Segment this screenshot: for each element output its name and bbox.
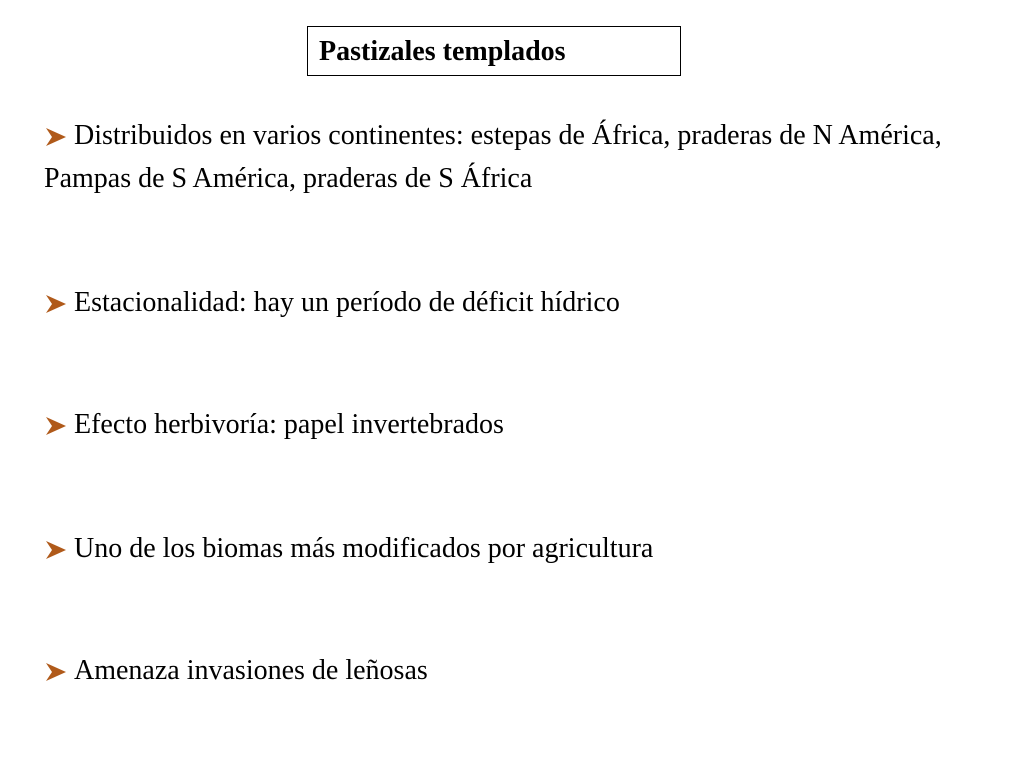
bullet-text: Distribuidos en varios continentes: estepas de África, praderas de N América, Pampas de S América, praderas de S África: [44, 120, 942, 194]
slide-title: Pastizales templados: [319, 36, 566, 67]
bullet-item: [44, 649, 984, 692]
bullet-item: [44, 527, 984, 570]
bullet-item: [44, 281, 984, 324]
title-box: [307, 26, 681, 76]
bullet-text: Amenaza invasiones de leñosas: [74, 655, 428, 686]
bullet-text: Efecto herbivoría: papel invertebrados: [74, 409, 504, 440]
arrowhead-bullet-icon: [44, 527, 74, 560]
arrowhead-bullet-icon: [44, 649, 74, 682]
arrowhead-bullet-icon: [44, 281, 74, 314]
bullet-text: Uno de los biomas más modificados por agricultura: [74, 533, 654, 564]
arrowhead-bullet-icon: [44, 114, 74, 147]
bullet-text: Estacionalidad: hay un período de déficit hídrico: [74, 287, 620, 318]
bullet-item: [44, 114, 984, 200]
arrowhead-bullet-icon: [44, 403, 74, 436]
bullet-item: [44, 403, 984, 446]
